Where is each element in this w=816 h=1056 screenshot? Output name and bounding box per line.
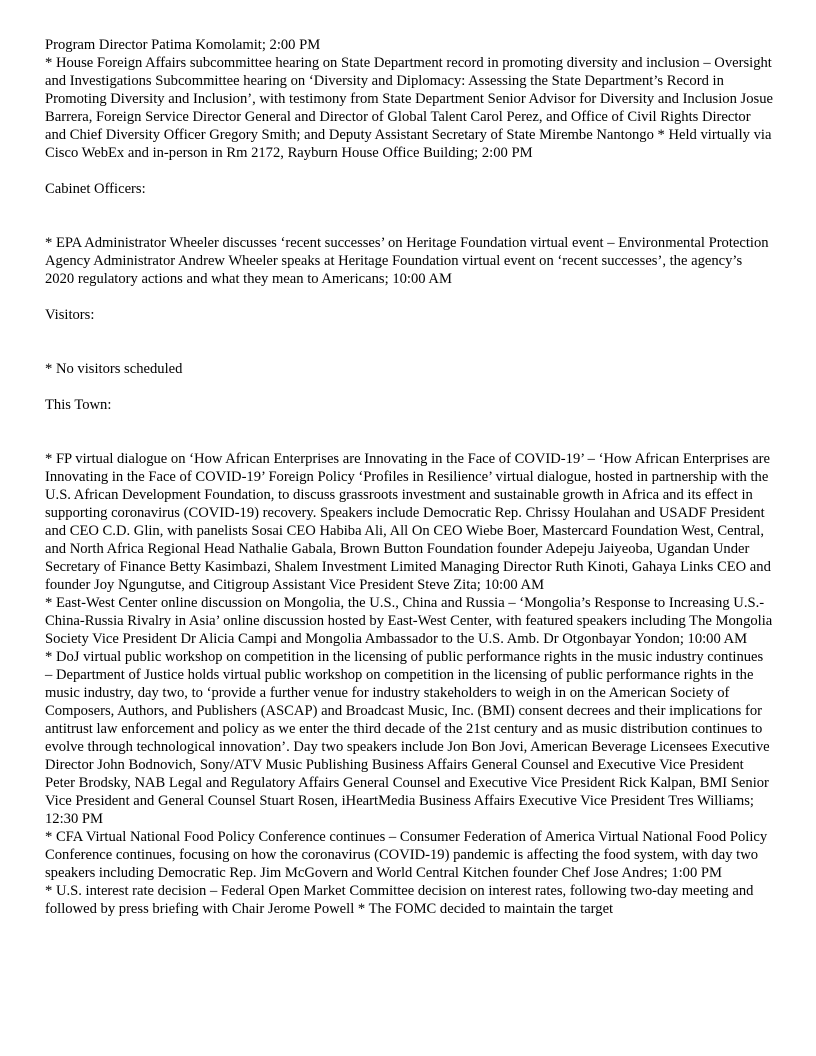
paragraph-interest-rate: * U.S. interest rate decision – Federal Open Market Committee decision on interest rates, following two-day meeting and followed by press briefing with Chair Jerome Powell * The FOMC decided to maintain the target — [45, 883, 754, 917]
paragraph-east-west-center: * East-West Center online discussion on Mongolia, the U.S., China and Russia – ‘Mongolia’s Response to Increasing U.S.-China-Russia Rivalry in Asia’ online discussion hosted by East-West Center, with featured speakers including The Mongolia Society Vice President Dr Alicia Campi and Mongolia Ambassador to the U.S. Amb. Dr Otgonbayar Yondon; 10:00 AM — [45, 595, 773, 647]
section-heading-visitors: Visitors: — [45, 307, 95, 323]
paragraph-no-visitors: * No visitors scheduled — [45, 361, 183, 377]
spacer — [45, 198, 773, 234]
spacer — [45, 378, 773, 396]
paragraph-house-hearing: * House Foreign Affairs subcommittee hearing on State Department record in promoting diversity and inclusion – Oversight and Investigations Subcommittee hearing on ‘Diversity and Diplomacy: Assessing the State Department’s Record in Promoting Diversity and Inclusion’, with testimony from State Department Senior Advisor for Diversity and Inclusion Josue Barrera, Foreign Service Director General and Director of Global Talent Carol Perez, and Office of Civil Rights Director and Chief Diversity Officer Gregory Smith; and Deputy Assistant Secretary of State Mirembe Nantongo * Held virtually via Cisco WebEx and in-person in Rm 2172, Rayburn House Office Building; 2:00 PM — [45, 55, 773, 161]
paragraph-program-director: Program Director Patima Komolamit; 2:00 PM — [45, 37, 321, 53]
paragraph-epa-wheeler: * EPA Administrator Wheeler discusses ‘recent successes’ on Heritage Foundation virtual event – Environmental Protection Agency Administrator Andrew Wheeler speaks at Heritage Foundation virtual event on ‘recent successes’, the agency’s 2020 regulatory actions and what they mean to Americans; 10:00 AM — [45, 235, 769, 287]
spacer — [45, 324, 773, 360]
spacer — [45, 162, 773, 180]
spacer — [45, 288, 773, 306]
spacer — [45, 414, 773, 450]
paragraph-fp-dialogue: * FP virtual dialogue on ‘How African Enterprises are Innovating in the Face of COVID-19’ – ‘How African Enterprises are Innovating in the Face of COVID-19’ Foreign Policy ‘Profiles in Resilience’ virtual dialogue, hosted in partnership with the U.S. African Development Foundation, to discuss grassroots investment and sustainable growth in Africa and its effect in supporting coronavirus (COVID-19) recovery. Speakers include Democratic Rep. Chrissy Houlahan and USADF President and CEO C.D. Glin, with panelists Sosai CEO Habiba Ali, All On CEO Wiebe Boer, Mastercard Foundation West, Central, and North Africa Regional Head Nathalie Gabala, Brown Button Foundation founder Adepeju Jaiyeoba, Ugandan Under Secretary of Finance Betty Kasimbazi, Shalem Investment Limited Managing Director Ruth Kinoti, Gahaya Links CEO and founder Joy Ngungutse, and Citigroup Assistant Vice President Steve Zita; 10:00 AM — [45, 451, 771, 593]
section-heading-this-town: This Town: — [45, 397, 112, 413]
section-heading-cabinet-officers: Cabinet Officers: — [45, 181, 146, 197]
document-page — [45, 36, 773, 918]
paragraph-doj-workshop: * DoJ virtual public workshop on competition in the licensing of public performance rights in the music industry continues – Department of Justice holds virtual public workshop on competition in the licensing of public performance rights in the music industry, day two, to ‘provide a further venue for industry stakeholders to weigh in on the American Society of Composers, Authors, and Publishers (ASCAP) and Broadcast Music, Inc. (BMI) consent decrees and their implications for antitrust law enforcement and policy as we enter the third decade of the 21st century and as music distribution continues to evolve through technological innovation’. Day two speakers include Jon Bon Jovi, American Beverage Licensees Executive Director John Bodnovich, Sony/ATV Music Publishing Business Affairs General Counsel and Executive Vice President Peter Brodsky, NAB Legal and Regulatory Affairs General Counsel and Executive Vice President Rick Kalpan, BMI Senior Vice President and General Counsel Stuart Rosen, iHeartMedia Business Affairs Executive Vice President Tres Williams; 12:30 PM — [45, 649, 770, 827]
paragraph-cfa-conference: * CFA Virtual National Food Policy Conference continues – Consumer Federation of America Virtual National Food Policy Conference continues, focusing on how the coronavirus (COVID-19) pandemic is affecting the food system, with day two speakers including Democratic Rep. Jim McGovern and World Central Kitchen founder Chef Jose Andres; 1:00 PM — [45, 829, 768, 881]
